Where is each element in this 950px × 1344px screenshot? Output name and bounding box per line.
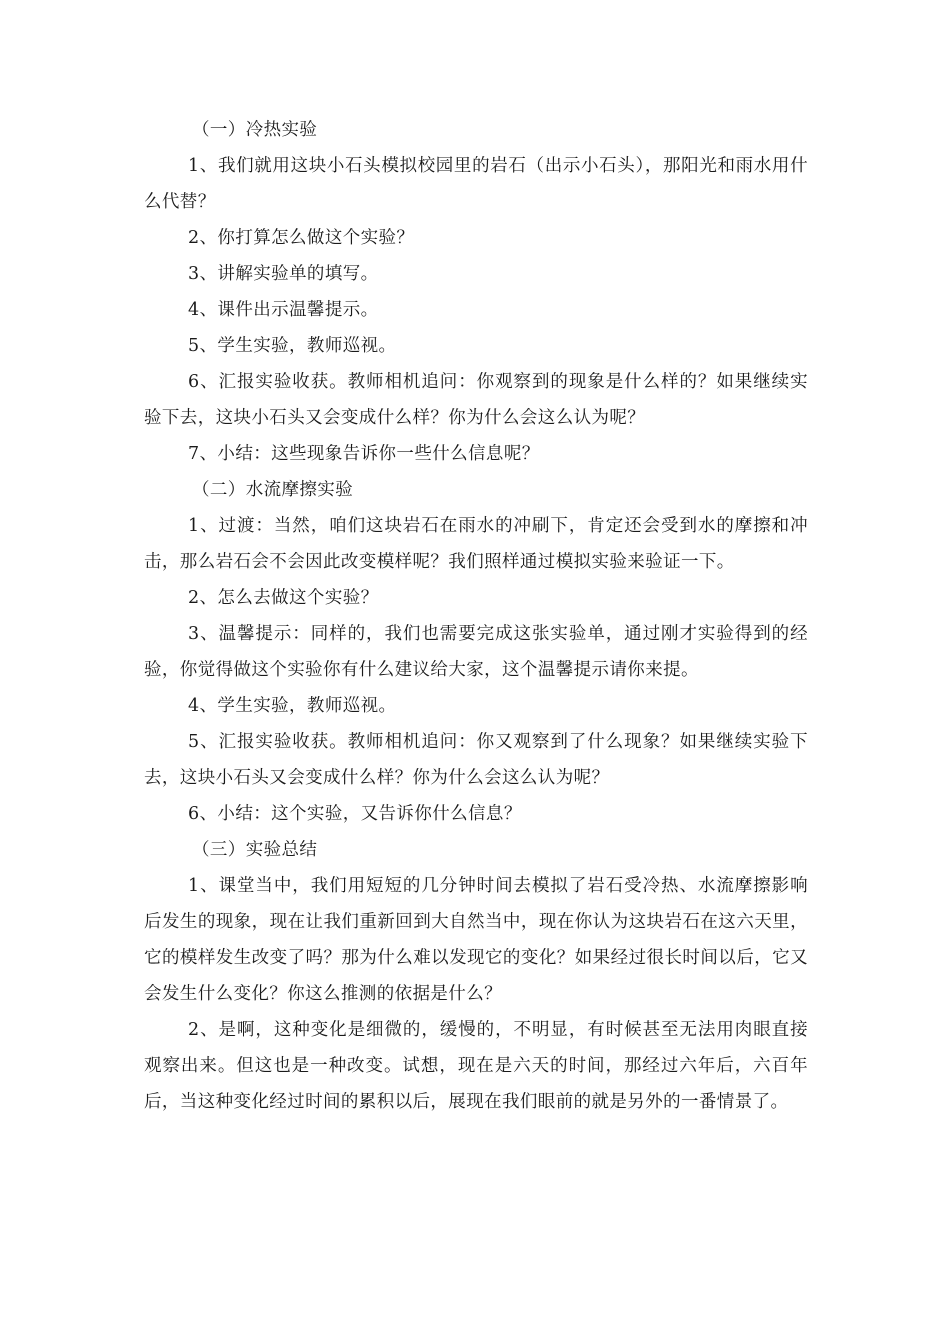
section-3-item-2: 2、是啊，这种变化是细微的，缓慢的，不明显，有时候甚至无法用肉眼直接观察出来。但这也是一种改变。试想，现在是六天的时间，那经过六年后，六百年后，当这种变化经过时间的累积以后，展现在我们眼前的就是另外的一番情景了。: [144, 1020, 808, 1112]
section-heading-2: （二）水流摩擦实验: [192, 480, 354, 500]
section-1-item-1: 1、我们就用这块小石头模拟校园里的岩石（出示小石头），那阳光和雨水用什么代替？: [144, 156, 808, 212]
section-1-item-5: 5、学生实验，教师巡视。: [188, 336, 397, 356]
section-1-item-4: 4、课件出示温馨提示。: [188, 300, 379, 320]
section-2-item-6: 6、小结：这个实验，又告诉你什么信息？: [188, 804, 522, 824]
section-2-item-1: 1、过渡：当然，咱们这块岩石在雨水的冲刷下，肯定还会受到水的摩擦和冲击，那么岩石会不会因此改变模样呢？我们照样通过模拟实验来验证一下。: [144, 516, 808, 572]
section-2-item-3: 3、温馨提示：同样的，我们也需要完成这张实验单，通过刚才实验得到的经验，你觉得做这个实验你有什么建议给大家，这个温馨提示请你来提。: [144, 624, 808, 680]
section-heading-3: （三）实验总结: [192, 840, 318, 860]
section-1-item-3: 3、讲解实验单的填写。: [188, 264, 379, 284]
section-1-item-7: 7、小结：这些现象告诉你一些什么信息呢？: [188, 444, 540, 464]
section-2-item-2: 2、怎么去做这个实验？: [188, 588, 379, 608]
section-heading-1: （一）冷热实验: [192, 120, 318, 140]
section-3-item-1: 1、课堂当中，我们用短短的几分钟时间去模拟了岩石受冷热、水流摩擦影响后发生的现象，现在让我们重新回到大自然当中，现在你认为这块岩石在这六天里，它的模样发生改变了吗？那为什么难以发现它的变化？如果经过很长时间以后，它又会发生什么变化？你这么推测的依据是什么？: [144, 876, 808, 1004]
section-2-item-5: 5、汇报实验收获。教师相机追问：你又观察到了什么现象？如果继续实验下去，这块小石头又会变成什么样？你为什么会这么认为呢？: [144, 732, 808, 788]
section-1-item-6: 6、汇报实验收获。教师相机追问：你观察到的现象是什么样的？如果继续实验下去，这块小石头又会变成什么样？你为什么会这么认为呢？: [144, 372, 808, 428]
document-body: [144, 112, 808, 1120]
section-1-item-2: 2、你打算怎么做这个实验？: [188, 228, 415, 248]
section-2-item-4: 4、学生实验，教师巡视。: [188, 696, 397, 716]
